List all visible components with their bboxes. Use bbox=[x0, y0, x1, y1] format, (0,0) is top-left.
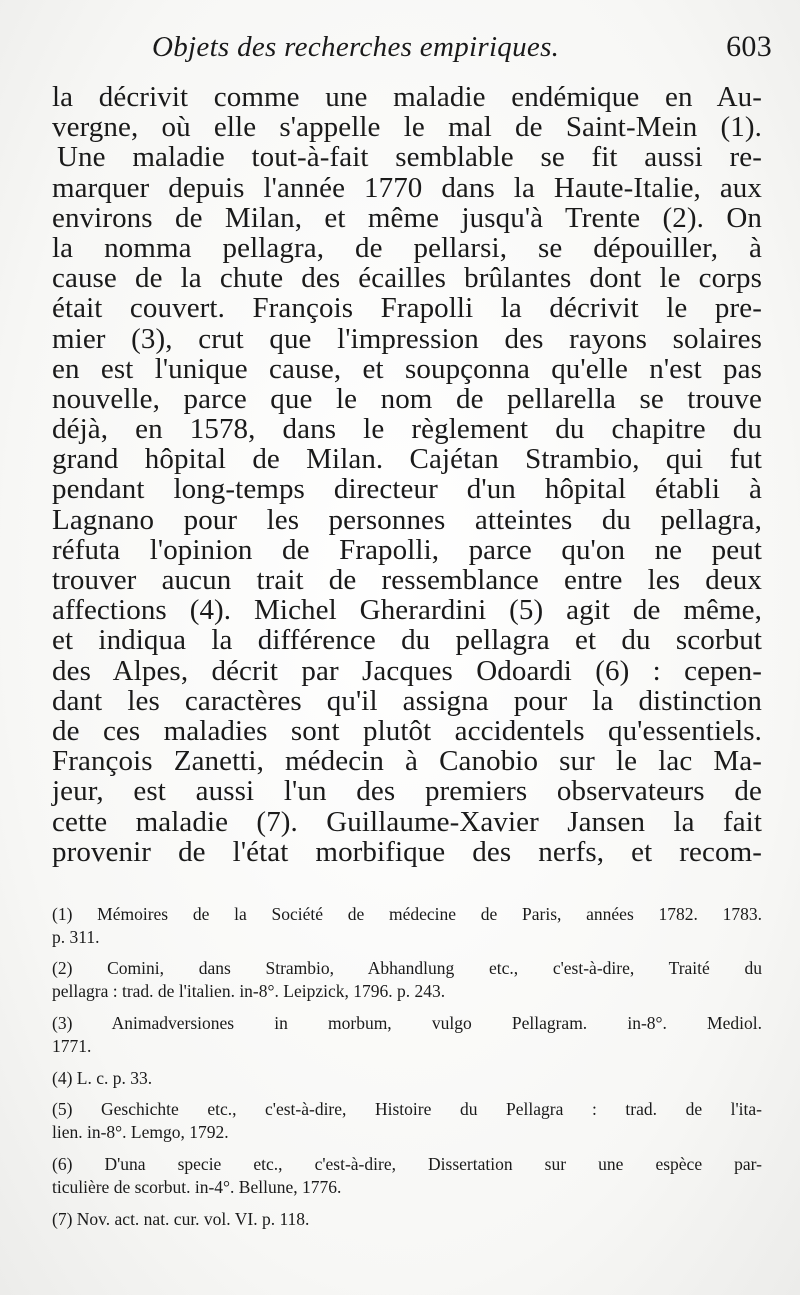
body-line: François Zanetti, médecin à Canobio sur le lac Ma- bbox=[52, 745, 762, 778]
body-line: jeur, est aussi l'un des premiers observateurs de bbox=[52, 775, 762, 808]
footnote-7 bbox=[52, 1208, 762, 1231]
footnote-line: 1771. bbox=[52, 1035, 92, 1056]
body-line: cette maladie (7). Guillaume-Xavier Jansen la fait bbox=[52, 805, 762, 838]
footnote-1 bbox=[52, 903, 762, 949]
body-line: en est l'unique cause, et soupçonna qu'elle n'est pas bbox=[52, 352, 762, 385]
footnote-line: (7) Nov. act. nat. cur. vol. VI. p. 118. bbox=[52, 1208, 310, 1229]
body-line: de ces maladies sont plutôt accidentels qu'essentiels. bbox=[52, 714, 762, 747]
footnote-line: (6) D'una specie etc., c'est-à-dire, Dissertation sur une espèce par- bbox=[52, 1154, 762, 1175]
body-line: déjà, en 1578, dans le règlement du chapitre du bbox=[52, 413, 762, 446]
body-line: la décrivit comme une maladie endémique en Au- bbox=[52, 81, 762, 113]
footnote-line: (3) Animadversiones in morbum, vulgo Pellagram. in-8°. Mediol. bbox=[52, 1013, 762, 1034]
body-line: des Alpes, décrit par Jacques Odoardi (6) : cepen- bbox=[52, 654, 762, 687]
footnote-line: (4) L. c. p. 33. bbox=[52, 1067, 153, 1088]
body-line: vergne, où elle s'appelle le mal de Saint-Mein (1). bbox=[52, 111, 762, 144]
footnote-line: ticulière de scorbut. in-4°. Bellune, 1776. bbox=[52, 1176, 342, 1197]
body-line: provenir de l'état morbifique des nerfs, et recom- bbox=[52, 835, 762, 868]
footnote-2 bbox=[52, 957, 762, 1003]
body-line: et indiqua la différence du pellagra et du scorbut bbox=[52, 624, 762, 657]
body-line: Une maladie tout-à-fait semblable se fit aussi re- bbox=[57, 141, 762, 174]
footnote-line: p. 311. bbox=[52, 926, 100, 947]
footnote-6 bbox=[52, 1153, 762, 1199]
footnote-3 bbox=[52, 1012, 762, 1058]
body-line: marquer depuis l'année 1770 dans la Haute-Italie, aux bbox=[52, 171, 762, 204]
body-line: dant les caractères qu'il assigna pour la distinction bbox=[52, 684, 762, 717]
body-line: pendant long-temps directeur d'un hôpital établi à bbox=[52, 473, 762, 506]
footnote-line: pellagra : trad. de l'italien. in-8°. Leipzick, 1796. p. 243. bbox=[52, 981, 446, 1002]
body-line: trouver aucun trait de ressemblance entre les deux bbox=[52, 564, 762, 596]
footnote-line: lien. in-8°. Lemgo, 1792. bbox=[52, 1122, 229, 1143]
body-line: grand hôpital de Milan. Cajétan Strambio, qui fut bbox=[52, 443, 762, 476]
body-line: nouvelle, parce que le nom de pellarella se trouve bbox=[52, 382, 762, 415]
footnote-4 bbox=[52, 1067, 762, 1090]
footnote-line: (5) Geschichte etc., c'est-à-dire, Histoire du Pellagra : trad. de l'ita- bbox=[52, 1099, 762, 1120]
body-line: mier (3), crut que l'impression des rayons solaires bbox=[52, 322, 762, 355]
body-line: Lagnano pour les personnes atteintes du pellagra, bbox=[52, 503, 762, 536]
running-title: Objets des recherches empiriques. bbox=[152, 31, 560, 63]
footnote-separator bbox=[52, 867, 762, 903]
footnote-5 bbox=[52, 1098, 762, 1144]
body-line: réfuta l'opinion de Frapolli, parce qu'on ne peut bbox=[52, 533, 762, 566]
body-line: cause de la chute des écailles brûlantes dont le corps bbox=[52, 262, 762, 295]
body-line: affections (4). Michel Gherardini (5) agit de même, bbox=[52, 594, 762, 627]
page-number: 603 bbox=[726, 30, 772, 63]
body-line: environs de Milan, et même jusqu'à Trente (2). On bbox=[52, 201, 762, 234]
body-text bbox=[52, 82, 762, 867]
footnotes bbox=[52, 903, 762, 1231]
footnote-line: (2) Comini, dans Strambio, Abhandlung etc., c'est-à-dire, Traité du bbox=[52, 958, 762, 979]
body-line: était couvert. François Frapolli la décrivit le pre- bbox=[52, 292, 762, 325]
body-line: la nomma pellagra, de pellarsi, se dépouiller, à bbox=[52, 231, 762, 264]
running-head bbox=[152, 30, 772, 82]
footnote-line: (1) Mémoires de la Société de médecine de Paris, années 1782. 1783. bbox=[52, 903, 762, 924]
